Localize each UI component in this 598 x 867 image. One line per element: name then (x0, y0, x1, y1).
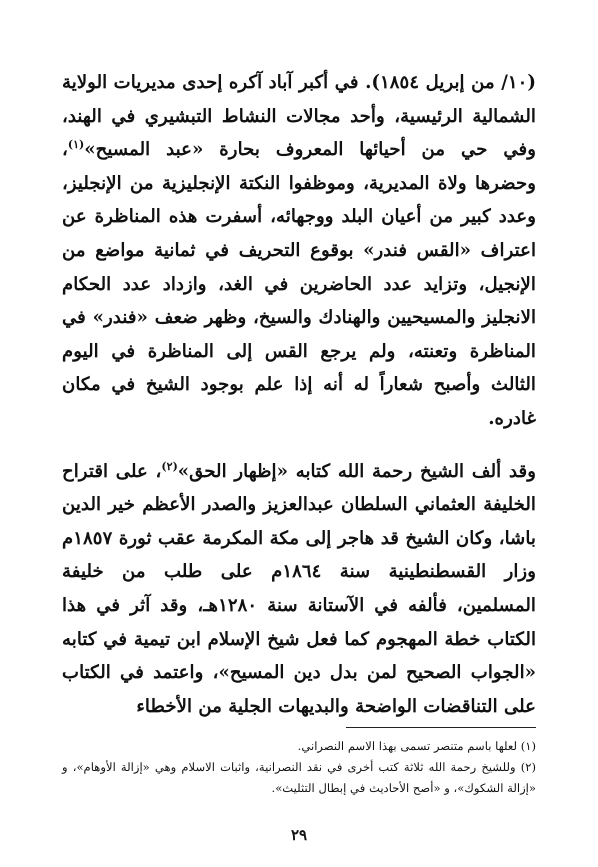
page-number: ٢٩ (290, 826, 308, 844)
footnotes (62, 736, 536, 799)
footnote-ref-1: (١) (67, 138, 85, 152)
paragraph-2-text-a: وقد ألف الشيخ رحمة الله كتابه «إظهار الحق» (177, 460, 536, 482)
footnote-1: (١) لعلها باسم متنصر تسمى بهذا الاسم النصراني. (297, 739, 536, 753)
paragraph-2-text-b: ، على اقتراح الخليفة العثماني السلطان عبدالعزيز والصدر الأعظم خير الدين باشا، وكان الشيخ قد هاجر إلى مكة المكرمة عقب ثورة ١٨٥٧م وزار القسطنطينية سنة ١٨٦٤م على طلب من خليفة المسلمين، فألفه في الآستانة سنة ١٢٨٠هـ، وقد آثر في هذا الكتاب خطة المهجوم كما فعل شيخ الإسلام ابن تيمية في كتابه «الجواب الصحيح لمن بدل دين المسيح»، واعتمد في الكتاب على التناقضات الواضحة والبديهات الجلية من الأخطاء (62, 460, 536, 717)
paragraph-1-text-a: (١٠/ من إبريل ١٨٥٤). في أكبر آباد آكره إحدى مديريات الولاية الشمالية الرئيسية، وأحد مجالات النشاط التبشيري في الهند، وفي حي من أحيائها المعروف بحارة «عبد المسيح» (62, 72, 537, 161)
paragraph-1 (62, 66, 536, 436)
body-text (62, 66, 536, 723)
footnote-ref-2: (٢) (161, 459, 178, 473)
paragraph-2 (62, 455, 536, 724)
footnote-2: (٢) وللشيخ رحمة الله ثلاثة كتب أخرى في نقد النصرانية، واثبات الاسلام وهي «إزالة الأوهام»، و «إزالة الشكوك»، و «أصح الأحاديث في إبطال التثليث». (62, 760, 536, 795)
paragraph-1-text-b: ، وحضرها ولاة المديرية، وموظفوا النكتة الإنجليزية من الإنجليز، وعدد كبير من أعيان البلد ووجهائه، أسفرت هذه المناظرة عن اعتراف «القس فندر» بوقوع التحريف في ثمانية مواضع من الإنجيل، وتزايد عدد الحاضرين في الغد، وازداد عدد الحكام الانجليز والمسيحيين والهنادك والسيخ، وظهر ضعف «فندر» في المناظرة وتعنته، ولم يرجع القس إلى المناظرة في اليوم الثالث وأصبح شعاراً له أنه إذا علم بوجود الشيخ في مكان غادره. (62, 139, 536, 429)
footnote-divider (346, 727, 536, 728)
